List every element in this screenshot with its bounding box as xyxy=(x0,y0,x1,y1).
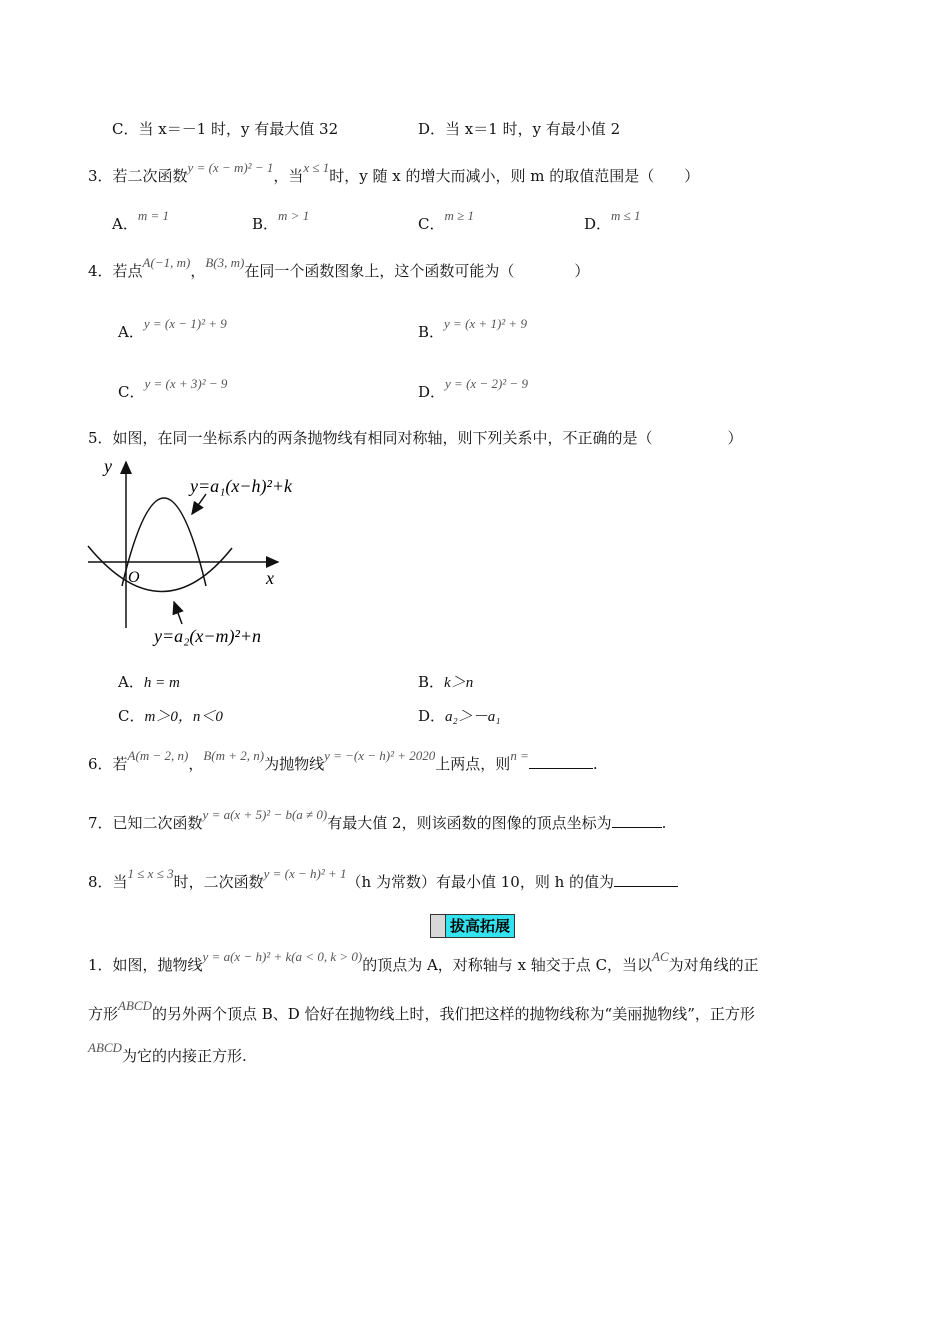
arrow-bottom xyxy=(174,602,182,624)
q6-answer-blank[interactable] xyxy=(529,754,593,769)
parabola-2 xyxy=(88,546,232,592)
question-8-stem: 8．当1 ≤ x ≤ 3时，二次函数y = (x − h)² + 1（h 为常数）有最小值 10，则 h 的值为 xyxy=(88,872,678,893)
question-4-stem: 4．若点A(−1, m)，B(3, m)在同一个函数图象上，这个函数可能为（ ） xyxy=(88,255,590,280)
q5-parabola-figure xyxy=(82,452,342,652)
question-5-stem: 5．如图，在同一坐标系内的两条抛物线有相同对称轴，则下列关系中，不正确的是（ ） xyxy=(88,429,743,447)
q4-point-b: B(3, m) xyxy=(205,255,245,270)
q3-condition: x ≤ 1 xyxy=(303,160,330,175)
q5-option-d: D．a₂＞－a₁ xyxy=(418,707,501,725)
question-7-stem: 7．已知二次函数y = a(x + 5)² − b(a ≠ 0)有最大值 2，则该函数的图像的顶点坐标为 . xyxy=(88,807,667,832)
q4-option-d: D．y = (x − 2)² − 9 xyxy=(418,376,528,401)
q3-option-a: A．m = 1 xyxy=(112,208,170,233)
arrow-top xyxy=(192,494,206,514)
q3-option-c: C．m ≥ 1 xyxy=(418,208,475,233)
q7-answer-blank[interactable] xyxy=(612,813,662,828)
q4-option-a: A．y = (x − 1)² + 9 xyxy=(118,316,227,341)
section-title: 拔高拓展 xyxy=(446,915,514,937)
q2-option-c: C．当 x＝－1 时，y 有最大值 32 xyxy=(112,120,339,138)
q4-option-b: B．y = (x + 1)² + 9 xyxy=(418,316,527,341)
axis-x-label: x xyxy=(266,568,274,588)
q8-answer-blank[interactable] xyxy=(614,872,678,887)
q3-option-d: D．m ≤ 1 xyxy=(584,208,641,233)
section-header-marker xyxy=(431,915,446,937)
q5-option-c: C．m＞0，n＜0 xyxy=(118,707,223,725)
label-parabola-1: y=a₁(x−h)²+k xyxy=(190,476,293,496)
q3-option-b: B．m > 1 xyxy=(252,208,310,233)
question-3-stem: 3．若二次函数y = (x − m)² − 1，当x ≤ 1时，y 随 x 的增大而减小，则 m 的取值范围是（ ） xyxy=(88,160,700,185)
q4-option-c: C．y = (x + 3)² − 9 xyxy=(118,376,228,401)
axis-y-label: y xyxy=(104,456,112,476)
ext-question-1-line-2: 方形ABCD的另外两个顶点 B、D 恰好在抛物线上时，我们把这样的抛物线称为“美丽抛物线”，正方形 xyxy=(88,998,755,1023)
q5-option-b: B．k＞n xyxy=(418,673,474,691)
ext-question-1-line-1: 1．如图，抛物线y = a(x − h)² + k(a < 0, k > 0)的顶点为 A，对称轴与 x 轴交于点 C，当以AC为对角线的正 xyxy=(88,949,759,974)
origin-label: O xyxy=(128,569,140,586)
label-parabola-2: y=a₂(x−m)²+n xyxy=(154,626,262,646)
q5-option-a: A．h = m xyxy=(118,673,180,691)
section-header xyxy=(430,914,515,938)
question-6-stem: 6．若A(m − 2, n)，B(m + 2, n)为抛物线y = −(x − h)² + 2020上两点，则n = . xyxy=(88,748,598,773)
q2-option-d: D．当 x＝1 时，y 有最小值 2 xyxy=(418,120,621,138)
q4-point-a: A(−1, m) xyxy=(142,255,191,270)
q3-formula: y = (x − m)² − 1 xyxy=(187,160,274,175)
ext-question-1-line-3: ABCD为它的内接正方形. xyxy=(88,1040,247,1065)
